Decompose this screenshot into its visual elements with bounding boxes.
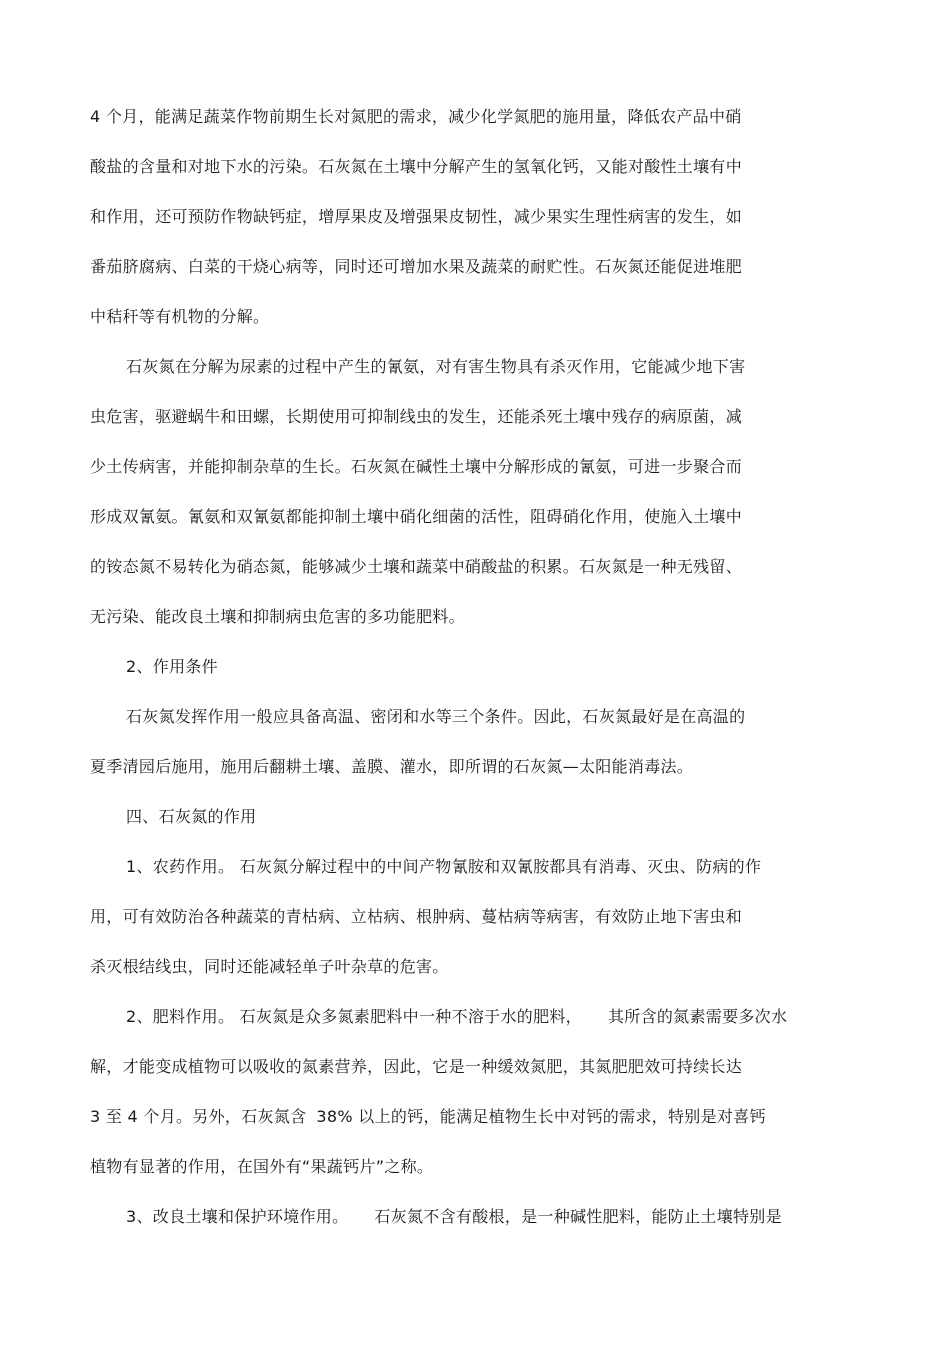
text-line: 石灰氮在分解为尿素的过程中产生的氰氨，对有害生物具有杀灭作用，它能减少地下害 xyxy=(126,357,746,376)
text-line: 解，才能变成植物可以吸收的氮素营养，因此，它是一种缓效氮肥，其氮肥肥效可持续长达 xyxy=(90,1057,743,1076)
section-heading: 2、作用条件 xyxy=(126,657,218,676)
text-segment: 3 至 4 个月。另外，石灰氮含 xyxy=(90,1107,307,1126)
text-line: 石灰氮发挥作用一般应具备高温、密闭和水等三个条件。因此，石灰氮最好是在高温的 xyxy=(126,707,746,726)
text-line: 植物有显著的作用，在国外有“果蔬钙片”之称。 xyxy=(90,1157,434,1176)
text-line: 虫危害，驱避蜗牛和田螺，长期使用可抑制线虫的发生，还能杀死土壤中残存的病原菌，减 xyxy=(90,407,743,426)
text-line: 酸盐的含量和对地下水的污染。石灰氮在土壤中分解产生的氢氧化钙，又能对酸性土壤有中 xyxy=(90,157,743,176)
text-line: 杀灭根结线虫，同时还能减轻单子叶杂草的危害。 xyxy=(90,957,449,976)
text-line: 的铵态氮不易转化为硝态氮，能够减少土壤和蔬菜中硝酸盐的积累。石灰氮是一种无残留、 xyxy=(90,557,743,576)
text-line xyxy=(90,1106,870,1128)
text-segment: 2、肥料作用。 石灰氮是众多氮素肥料中一种不溶于水的肥料， xyxy=(126,1007,582,1026)
text-line: 和作用，还可预防作物缺钙症，增厚果皮及增强果皮韧性，减少果实生理性病害的发生，如 xyxy=(90,207,743,226)
text-line: 形成双氰氨。氰氨和双氰氨都能抑制土壤中硝化细菌的活性，阻碍硝化作用，使施入土壤中 xyxy=(90,507,743,526)
text-segment: 石灰氮不含有酸根，是一种碱性肥料，能防止土壤特别是 xyxy=(374,1207,782,1226)
text-segment: 其所含的氮素需要多次水 xyxy=(607,1007,788,1026)
text-line: 4 个月，能满足蔬菜作物前期生长对氮肥的需求，减少化学氮肥的施用量，降低农产品中硝 xyxy=(90,107,742,126)
text-line: 少土传病害，并能抑制杂草的生长。石灰氮在碱性土壤中分解形成的氰氨，可进一步聚合而 xyxy=(90,457,743,476)
text-line: 1、农药作用。 石灰氮分解过程中的中间产物氰胺和双氰胺都具有消毒、灭虫、防病的作 xyxy=(126,857,762,876)
section-heading: 四、石灰氮的作用 xyxy=(126,807,257,826)
text-line: 用，可有效防治各种蔬菜的青枯病、立枯病、根肿病、蔓枯病等病害，有效防止地下害虫和 xyxy=(90,907,743,926)
text-segment: 3、改良土壤和保护环境作用。 xyxy=(126,1207,349,1226)
text-line: 中秸秆等有机物的分解。 xyxy=(90,307,270,326)
text-line: 夏季清园后施用，施用后翻耕土壤、盖膜、灌水，即所谓的石灰氮—太阳能消毒法。 xyxy=(90,757,694,776)
text-line: 无污染、能改良土壤和抑制病虫危害的多功能肥料。 xyxy=(90,607,465,626)
text-line: 番茄脐腐病、白菜的干烧心病等，同时还可增加水果及蔬菜的耐贮性。石灰氮还能促进堆肥 xyxy=(90,257,743,276)
text-line xyxy=(126,1206,906,1228)
text-line xyxy=(126,1006,906,1028)
text-segment: 38% 以上的钙，能满足植物生长中对钙的需求，特别是对喜钙 xyxy=(316,1107,766,1126)
